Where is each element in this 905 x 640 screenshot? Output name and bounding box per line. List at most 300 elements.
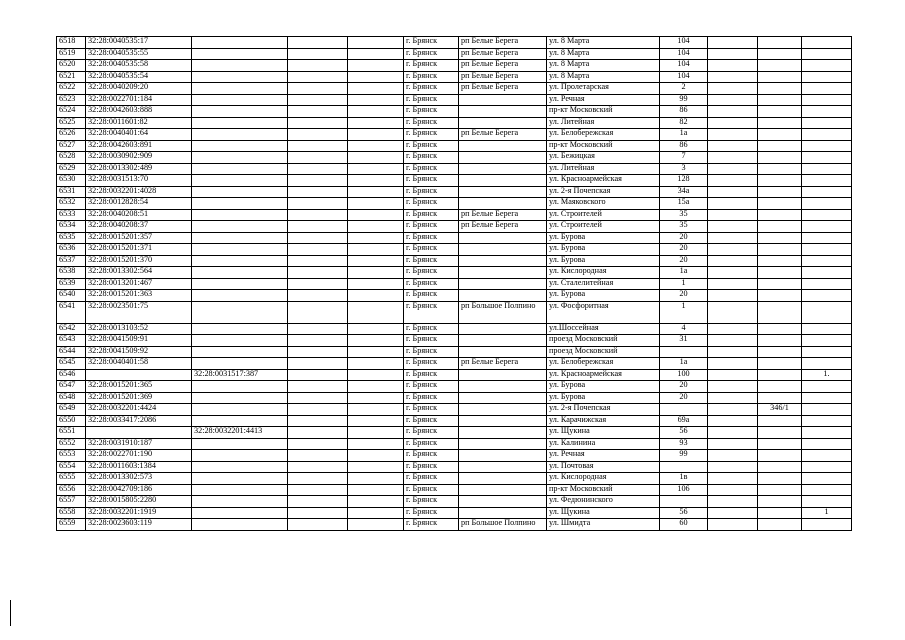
street-cell: ул. Строителей — [547, 221, 660, 233]
cadastral-number-alt-cell — [192, 83, 288, 95]
city-cell: г. Брянск — [404, 267, 459, 279]
empty-cell — [348, 404, 404, 416]
cadastral-number-cell: 32:28:0015805:2280 — [86, 496, 192, 508]
empty-cell — [348, 450, 404, 462]
empty-cell — [708, 496, 758, 508]
cadastral-number-alt-cell — [192, 301, 288, 323]
table-row — [57, 335, 852, 347]
table-row — [57, 346, 852, 358]
empty-cell — [708, 140, 758, 152]
empty-cell — [348, 48, 404, 60]
empty-cell — [708, 48, 758, 60]
house-number-cell — [660, 404, 708, 416]
house-number-cell: 104 — [660, 37, 708, 49]
street-cell: ул. Бурова — [547, 244, 660, 256]
empty-cell — [348, 301, 404, 323]
empty-cell — [348, 244, 404, 256]
empty-cell — [708, 129, 758, 141]
cadastral-number-alt-cell — [192, 60, 288, 72]
empty-cell — [288, 71, 348, 83]
house-number-cell: 104 — [660, 71, 708, 83]
note-cell — [802, 255, 852, 267]
note-cell — [802, 71, 852, 83]
street-cell: ул. Бурова — [547, 392, 660, 404]
settlement-cell: рп Белые Берега — [459, 37, 547, 49]
settlement-cell — [459, 346, 547, 358]
cadastral-number-alt-cell — [192, 163, 288, 175]
empty-cell — [348, 267, 404, 279]
empty-cell — [288, 450, 348, 462]
empty-cell — [288, 129, 348, 141]
note-cell — [802, 450, 852, 462]
street-cell: ул. 8 Марта — [547, 48, 660, 60]
cadastral-number-cell: 32:28:0022701:190 — [86, 450, 192, 462]
settlement-cell — [459, 335, 547, 347]
empty-cell — [288, 106, 348, 118]
cadastral-number-alt-cell — [192, 335, 288, 347]
empty-cell — [288, 198, 348, 210]
empty-cell — [708, 198, 758, 210]
table-row — [57, 427, 852, 439]
street-cell: ул. Маяковского — [547, 198, 660, 210]
note-cell — [802, 484, 852, 496]
note-cell — [802, 335, 852, 347]
building-number-cell — [758, 117, 802, 129]
empty-cell — [288, 267, 348, 279]
street-cell: ул. Речная — [547, 450, 660, 462]
settlement-cell — [459, 255, 547, 267]
city-cell: г. Брянск — [404, 484, 459, 496]
row-number-cell: 6541 — [57, 301, 86, 323]
city-cell: г. Брянск — [404, 71, 459, 83]
row-number-cell: 6534 — [57, 221, 86, 233]
row-number-cell: 6552 — [57, 438, 86, 450]
empty-cell — [708, 60, 758, 72]
settlement-cell — [459, 278, 547, 290]
empty-cell — [348, 129, 404, 141]
cadastral-number-alt-cell — [192, 152, 288, 164]
city-cell: г. Брянск — [404, 175, 459, 187]
cadastral-number-cell: 32:28:0023501:75 — [86, 301, 192, 323]
building-number-cell — [758, 484, 802, 496]
cadastral-number-alt-cell — [192, 392, 288, 404]
row-number-cell: 6526 — [57, 129, 86, 141]
cadastral-number-cell: 32:28:0013201:467 — [86, 278, 192, 290]
row-number-cell: 6553 — [57, 450, 86, 462]
empty-cell — [348, 484, 404, 496]
row-number-cell: 6538 — [57, 267, 86, 279]
table-row — [57, 37, 852, 49]
empty-cell — [348, 117, 404, 129]
settlement-cell — [459, 186, 547, 198]
cadastral-number-cell: 32:28:0040208:51 — [86, 209, 192, 221]
settlement-cell — [459, 290, 547, 302]
empty-cell — [708, 186, 758, 198]
empty-cell — [348, 369, 404, 381]
building-number-cell — [758, 381, 802, 393]
city-cell: г. Брянск — [404, 438, 459, 450]
table-row — [57, 48, 852, 60]
empty-cell — [288, 117, 348, 129]
street-cell: ул. Бурова — [547, 255, 660, 267]
row-number-cell: 6554 — [57, 461, 86, 473]
street-cell: ул. 8 Марта — [547, 37, 660, 49]
house-number-cell: 106 — [660, 484, 708, 496]
empty-cell — [348, 415, 404, 427]
settlement-cell: рп Белые Берега — [459, 209, 547, 221]
empty-cell — [288, 175, 348, 187]
note-cell — [802, 267, 852, 279]
settlement-cell — [459, 152, 547, 164]
street-cell: ул. Шмидта — [547, 519, 660, 531]
empty-cell — [288, 484, 348, 496]
settlement-cell: рп Большое Полпино — [459, 301, 547, 323]
empty-cell — [288, 427, 348, 439]
building-number-cell — [758, 369, 802, 381]
empty-cell — [348, 186, 404, 198]
building-number-cell — [758, 346, 802, 358]
cadastral-number-alt-cell — [192, 461, 288, 473]
table-body — [57, 37, 852, 531]
house-number-cell: 34а — [660, 186, 708, 198]
empty-cell — [348, 290, 404, 302]
city-cell: г. Брянск — [404, 244, 459, 256]
cadastral-number-alt-cell — [192, 232, 288, 244]
settlement-cell — [459, 163, 547, 175]
row-number-cell: 6542 — [57, 323, 86, 335]
city-cell: г. Брянск — [404, 117, 459, 129]
note-cell — [802, 519, 852, 531]
building-number-cell — [758, 450, 802, 462]
house-number-cell: 20 — [660, 255, 708, 267]
note-cell — [802, 381, 852, 393]
table-row — [57, 507, 852, 519]
street-cell: пр-кт Московский — [547, 484, 660, 496]
note-cell — [802, 473, 852, 485]
building-number-cell — [758, 519, 802, 531]
row-number-cell: 6527 — [57, 140, 86, 152]
row-number-cell: 6547 — [57, 381, 86, 393]
cadastral-number-cell: 32:28:0032201:4028 — [86, 186, 192, 198]
house-number-cell: 104 — [660, 48, 708, 60]
cadastral-number-alt-cell — [192, 278, 288, 290]
building-number-cell — [758, 152, 802, 164]
settlement-cell — [459, 232, 547, 244]
empty-cell — [348, 358, 404, 370]
house-number-cell: 35 — [660, 221, 708, 233]
building-number-cell — [758, 427, 802, 439]
cadastral-number-cell: 32:28:0015201:370 — [86, 255, 192, 267]
settlement-cell — [459, 140, 547, 152]
cadastral-number-cell: 32:28:0042709:186 — [86, 484, 192, 496]
table-row — [57, 232, 852, 244]
row-number-cell: 6537 — [57, 255, 86, 267]
settlement-cell — [459, 94, 547, 106]
cadastral-number-cell: 32:28:0031513:70 — [86, 175, 192, 187]
street-cell: ул. Калинина — [547, 438, 660, 450]
row-number-cell: 6518 — [57, 37, 86, 49]
street-cell: ул. Кислородная — [547, 473, 660, 485]
city-cell: г. Брянск — [404, 369, 459, 381]
table-row — [57, 323, 852, 335]
building-number-cell — [758, 175, 802, 187]
settlement-cell: рп Белые Берега — [459, 129, 547, 141]
city-cell: г. Брянск — [404, 404, 459, 416]
note-cell — [802, 358, 852, 370]
table-row — [57, 278, 852, 290]
empty-cell — [348, 37, 404, 49]
cadastral-number-alt-cell — [192, 473, 288, 485]
empty-cell — [288, 244, 348, 256]
street-cell: ул. 8 Марта — [547, 60, 660, 72]
empty-cell — [348, 175, 404, 187]
settlement-cell — [459, 106, 547, 118]
note-cell — [802, 60, 852, 72]
note-cell — [802, 392, 852, 404]
cadastral-number-cell: 32:28:0015201:357 — [86, 232, 192, 244]
table-row — [57, 83, 852, 95]
city-cell: г. Брянск — [404, 301, 459, 323]
city-cell: г. Брянск — [404, 48, 459, 60]
empty-cell — [288, 507, 348, 519]
cadastral-number-cell: 32:28:0011601:82 — [86, 117, 192, 129]
house-number-cell: 1а — [660, 267, 708, 279]
cadastral-number-cell: 32:28:0015201:365 — [86, 381, 192, 393]
row-number-cell: 6531 — [57, 186, 86, 198]
empty-cell — [288, 37, 348, 49]
note-cell — [802, 438, 852, 450]
note-cell — [802, 106, 852, 118]
street-cell: ул.Шоссейная — [547, 323, 660, 335]
note-cell — [802, 140, 852, 152]
city-cell: г. Брянск — [404, 278, 459, 290]
table-row — [57, 129, 852, 141]
building-number-cell — [758, 278, 802, 290]
building-number-cell — [758, 186, 802, 198]
cadastral-number-alt-cell — [192, 346, 288, 358]
empty-cell — [708, 323, 758, 335]
cadastral-number-cell: 32:28:0012828:54 — [86, 198, 192, 210]
building-number-cell — [758, 290, 802, 302]
empty-cell — [708, 175, 758, 187]
row-number-cell: 6555 — [57, 473, 86, 485]
empty-cell — [288, 358, 348, 370]
street-cell: ул. Пролетарская — [547, 83, 660, 95]
row-number-cell: 6522 — [57, 83, 86, 95]
row-number-cell: 6533 — [57, 209, 86, 221]
row-number-cell: 6550 — [57, 415, 86, 427]
building-number-cell — [758, 163, 802, 175]
house-number-cell: 3 — [660, 163, 708, 175]
cadastral-number-alt-cell — [192, 129, 288, 141]
row-number-cell: 6528 — [57, 152, 86, 164]
building-number-cell — [758, 37, 802, 49]
building-number-cell: 346/1 — [758, 404, 802, 416]
street-cell: ул. Белобережская — [547, 129, 660, 141]
table-row — [57, 255, 852, 267]
cadastral-number-alt-cell — [192, 290, 288, 302]
street-cell: ул. Бурова — [547, 232, 660, 244]
note-cell — [802, 83, 852, 95]
cadastral-number-cell: 32:28:0040401:64 — [86, 129, 192, 141]
row-number-cell: 6548 — [57, 392, 86, 404]
house-number-cell: 104 — [660, 60, 708, 72]
empty-cell — [708, 94, 758, 106]
building-number-cell — [758, 71, 802, 83]
empty-cell — [288, 496, 348, 508]
building-number-cell — [758, 106, 802, 118]
row-number-cell: 6556 — [57, 484, 86, 496]
city-cell: г. Брянск — [404, 358, 459, 370]
note-cell — [802, 290, 852, 302]
empty-cell — [708, 209, 758, 221]
empty-cell — [708, 450, 758, 462]
table-row — [57, 358, 852, 370]
table-row — [57, 404, 852, 416]
note-cell — [802, 244, 852, 256]
building-number-cell — [758, 48, 802, 60]
table-row — [57, 186, 852, 198]
house-number-cell: 69а — [660, 415, 708, 427]
empty-cell — [348, 71, 404, 83]
house-number-cell: 1 — [660, 278, 708, 290]
city-cell: г. Брянск — [404, 507, 459, 519]
empty-cell — [288, 255, 348, 267]
empty-cell — [288, 209, 348, 221]
table-row — [57, 369, 852, 381]
empty-cell — [348, 83, 404, 95]
street-cell: ул. 2-я Почепская — [547, 404, 660, 416]
street-cell: ул. Фосфоритная — [547, 301, 660, 323]
empty-cell — [288, 186, 348, 198]
empty-cell — [708, 221, 758, 233]
empty-cell — [708, 255, 758, 267]
house-number-cell: 99 — [660, 450, 708, 462]
table-row — [57, 152, 852, 164]
city-cell: г. Брянск — [404, 129, 459, 141]
table-row — [57, 496, 852, 508]
cadastral-number-alt-cell — [192, 484, 288, 496]
building-number-cell — [758, 392, 802, 404]
street-cell: ул. Литейная — [547, 117, 660, 129]
empty-cell — [708, 335, 758, 347]
cadastral-number-cell: 32:28:0032201:1919 — [86, 507, 192, 519]
note-cell — [802, 346, 852, 358]
row-number-cell: 6521 — [57, 71, 86, 83]
empty-cell — [288, 404, 348, 416]
empty-cell — [348, 152, 404, 164]
city-cell: г. Брянск — [404, 381, 459, 393]
city-cell: г. Брянск — [404, 232, 459, 244]
house-number-cell — [660, 346, 708, 358]
table-row — [57, 163, 852, 175]
street-cell: пр-кт Московский — [547, 140, 660, 152]
cadastral-number-cell: 32:28:0022701:184 — [86, 94, 192, 106]
empty-cell — [288, 60, 348, 72]
settlement-cell — [459, 175, 547, 187]
house-number-cell: 4 — [660, 323, 708, 335]
house-number-cell: 31 — [660, 335, 708, 347]
settlement-cell — [459, 496, 547, 508]
row-number-cell: 6545 — [57, 358, 86, 370]
street-cell: ул. Щукина — [547, 507, 660, 519]
note-cell — [802, 175, 852, 187]
empty-cell — [708, 369, 758, 381]
row-number-cell: 6536 — [57, 244, 86, 256]
settlement-cell: рп Белые Берега — [459, 60, 547, 72]
street-cell: ул. Речная — [547, 94, 660, 106]
row-number-cell: 6535 — [57, 232, 86, 244]
empty-cell — [708, 473, 758, 485]
cadastral-number-alt-cell — [192, 404, 288, 416]
city-cell: г. Брянск — [404, 450, 459, 462]
cadastral-number-cell: 32:28:0030902:909 — [86, 152, 192, 164]
empty-cell — [708, 267, 758, 279]
cadastral-number-cell: 32:28:0042603:888 — [86, 106, 192, 118]
note-cell — [802, 323, 852, 335]
empty-cell — [288, 232, 348, 244]
table-row — [57, 106, 852, 118]
empty-cell — [708, 346, 758, 358]
street-cell: ул. Красноармейская — [547, 369, 660, 381]
cadastral-number-alt-cell — [192, 450, 288, 462]
cadastral-number-alt-cell — [192, 94, 288, 106]
table-row — [57, 267, 852, 279]
note-cell — [802, 94, 852, 106]
building-number-cell — [758, 267, 802, 279]
empty-cell — [708, 117, 758, 129]
empty-cell — [348, 392, 404, 404]
city-cell: г. Брянск — [404, 106, 459, 118]
table-row — [57, 392, 852, 404]
cadastral-number-alt-cell — [192, 438, 288, 450]
street-cell: ул. Бежицкая — [547, 152, 660, 164]
street-cell: ул. 8 Марта — [547, 71, 660, 83]
house-number-cell: 86 — [660, 140, 708, 152]
note-cell — [802, 198, 852, 210]
empty-cell — [708, 232, 758, 244]
empty-cell — [348, 221, 404, 233]
house-number-cell — [660, 496, 708, 508]
cadastral-number-cell: 32:28:0013302:489 — [86, 163, 192, 175]
cadastral-number-cell: 32:28:0042603:891 — [86, 140, 192, 152]
settlement-cell — [459, 484, 547, 496]
note-cell — [802, 404, 852, 416]
city-cell: г. Брянск — [404, 163, 459, 175]
cadastral-number-cell: 32:28:0023603:119 — [86, 519, 192, 531]
settlement-cell: рп Белые Берега — [459, 48, 547, 60]
house-number-cell: 86 — [660, 106, 708, 118]
house-number-cell: 93 — [660, 438, 708, 450]
table-row — [57, 198, 852, 210]
empty-cell — [708, 427, 758, 439]
cadastral-number-alt-cell — [192, 507, 288, 519]
table-row — [57, 140, 852, 152]
empty-cell — [708, 301, 758, 323]
empty-cell — [708, 415, 758, 427]
building-number-cell — [758, 507, 802, 519]
empty-cell — [708, 106, 758, 118]
cadastral-number-cell: 32:28:0041509:92 — [86, 346, 192, 358]
empty-cell — [348, 438, 404, 450]
empty-cell — [288, 278, 348, 290]
cadastral-number-alt-cell — [192, 496, 288, 508]
empty-cell — [288, 152, 348, 164]
empty-cell — [288, 392, 348, 404]
empty-cell — [708, 37, 758, 49]
empty-cell — [288, 415, 348, 427]
cadastral-number-cell: 32:28:0013302:564 — [86, 267, 192, 279]
